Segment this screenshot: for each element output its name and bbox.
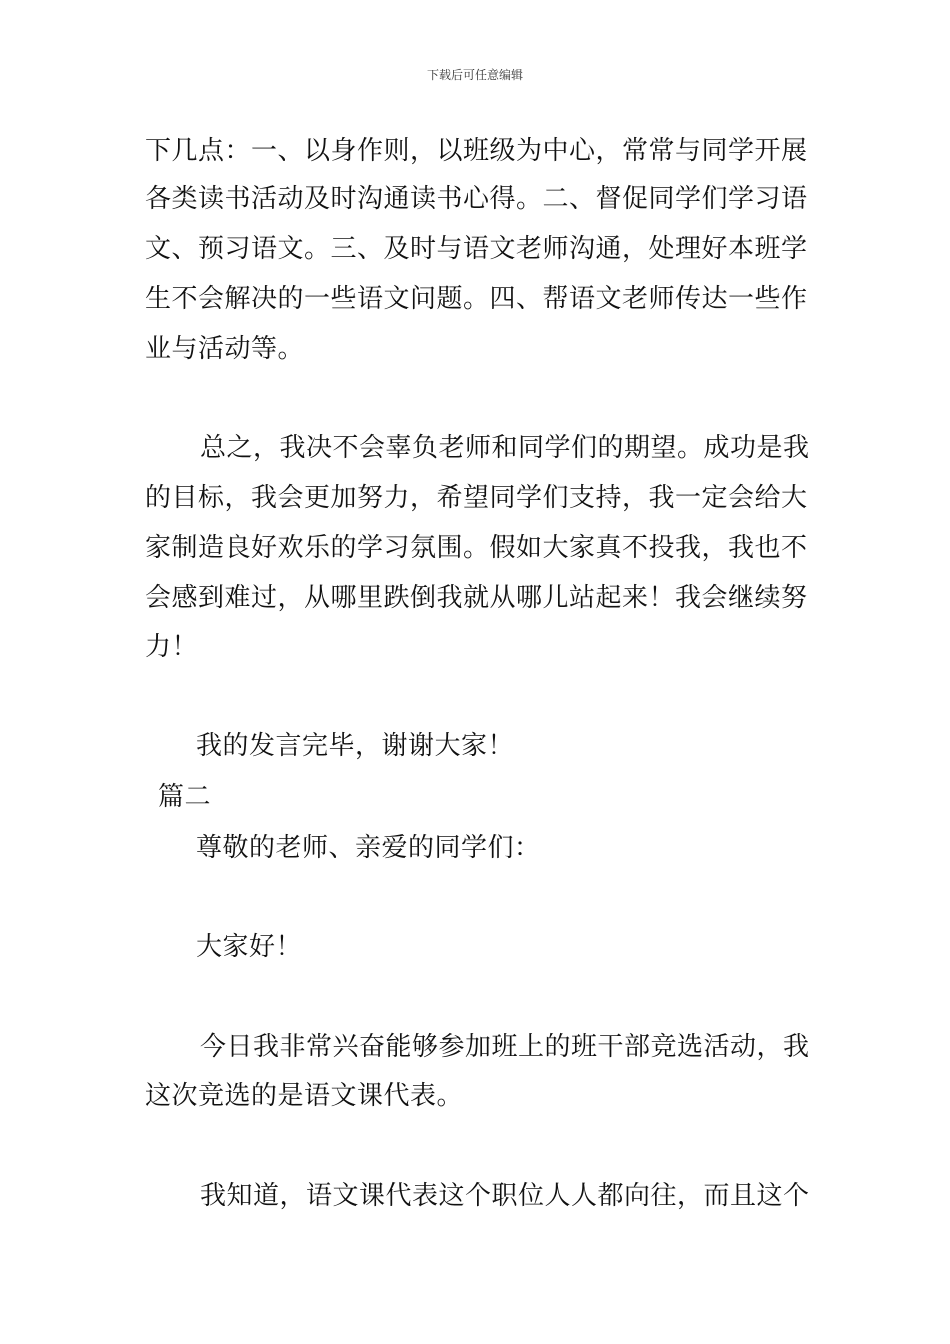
text-line: 业与活动等。 — [145, 334, 305, 364]
text-line: 这次竞选的是语文课代表。 — [145, 1081, 464, 1111]
greeting: 大家好！ — [196, 932, 303, 962]
salutation: 尊敬的老师、亲爱的同学们： — [196, 833, 541, 863]
text-line: 生不会解决的一些语文问题。四、帮语文老师传达一些作 — [145, 284, 808, 314]
header-note: 下载后可任意编辑 — [426, 68, 523, 82]
text-line: 的目标，我会更加努力，希望同学们支持，我一定会给大 — [145, 483, 808, 513]
text-line: 下几点：一、以身作则，以班级为中心，常常与同学开展 — [145, 136, 808, 166]
text-line: 我知道，语文课代表这个职位人人都向往，而且这个 — [200, 1181, 810, 1211]
text-line: 力！ — [145, 632, 199, 662]
section-label: 篇二 — [158, 782, 212, 812]
text-line: 家制造良好欢乐的学习氛围。假如大家真不投我，我也不 — [145, 533, 808, 563]
text-line: 今日我非常兴奋能够参加班上的班干部竞选活动，我 — [200, 1032, 810, 1062]
text-line: 各类读书活动及时沟通读书心得。二、督促同学们学习语 — [145, 184, 808, 214]
text-line: 总之，我决不会辜负老师和同学们的期望。成功是我 — [200, 433, 810, 463]
text-line: 会感到难过，从哪里跌倒我就从哪儿站起来！我会继续努 — [145, 583, 808, 613]
text-line: 文、预习语文。三、及时与语文老师沟通，处理好本班学 — [145, 234, 808, 264]
closing-line: 我的发言完毕，谢谢大家！ — [196, 731, 515, 761]
